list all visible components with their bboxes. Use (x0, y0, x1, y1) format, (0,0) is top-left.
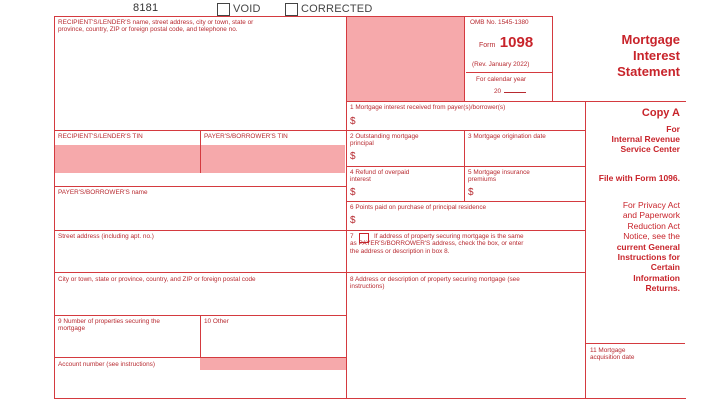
calendar-year-label: For calendar year (476, 76, 527, 83)
box1-dollar: $ (350, 116, 356, 127)
account-shaded-area (200, 357, 346, 370)
form-shaded-area (346, 16, 464, 101)
box6-dollar: $ (350, 215, 356, 226)
year-field[interactable]: 20 (494, 88, 526, 95)
revision-date: (Rev. January 2022) (472, 61, 530, 68)
box9-label: 9 Number of properties securing the mortgage (58, 318, 160, 333)
box7-label: If address of property securing mortgage is the same as PAYER'S/BORROWER'S address, check the box, or enter the address or description in box 8. (350, 233, 524, 255)
void-checkbox[interactable] (217, 3, 230, 16)
box7-number: 7 (350, 233, 354, 240)
corrected-label: CORRECTED (301, 3, 373, 15)
box6-label: 6 Points paid on purchase of principal residence (350, 204, 487, 211)
corrected-checkbox[interactable] (285, 3, 298, 16)
form-number: Form 1098 (479, 34, 534, 51)
box1-label: 1 Mortgage interest received from payer(s)/borrower(s) (350, 104, 506, 111)
copy-label: Copy A (641, 107, 680, 119)
payer-name-label: PAYER'S/BORROWER'S name (58, 189, 148, 196)
box4-dollar: $ (350, 187, 356, 198)
box8-label: 8 Address or description of property securing mortgage (see instructions) (350, 276, 520, 291)
box11-label: 11 Mortgage acquisition date (590, 347, 635, 362)
file-with-label: File with Form 1096. (598, 173, 680, 183)
box4-label: 4 Refund of overpaid interest (350, 169, 410, 184)
street-address-label: Street address (including apt. no.) (58, 233, 154, 240)
recipient-tin-label: RECIPIENT'S/LENDER'S TIN (58, 133, 143, 140)
account-number-label: Account number (see instructions) (58, 361, 155, 368)
form-title: Mortgage Interest Statement (617, 32, 680, 79)
void-label: VOID (233, 3, 261, 15)
box2-dollar: $ (350, 151, 356, 162)
privacy-notice: For Privacy Act and Paperwork Reduction Act Notice, see the current General Instructions for Certain Information Returns. (616, 200, 680, 294)
box5-label: 5 Mortgage insurance premiums (468, 169, 530, 184)
city-state-label: City or town, state or province, country, and ZIP or foreign postal code (58, 276, 256, 283)
omb-number: OMB No. 1545-1380 (470, 19, 529, 26)
box2-label: 2 Outstanding mortgage principal (350, 133, 419, 148)
irs-label: For Internal Revenue Service Center (611, 124, 680, 154)
recipient-name-label: RECIPIENT'S/LENDER'S name, street address, city or town, state or province, country, ZIP or foreign postal code, and telephone no. (58, 19, 254, 34)
box5-dollar: $ (468, 187, 474, 198)
box10-label: 10 Other (204, 318, 229, 325)
form-code: 8181 (133, 2, 159, 14)
box3-label: 3 Mortgage origination date (468, 133, 546, 140)
payer-tin-label: PAYER'S/BORROWER'S TIN (204, 133, 288, 140)
